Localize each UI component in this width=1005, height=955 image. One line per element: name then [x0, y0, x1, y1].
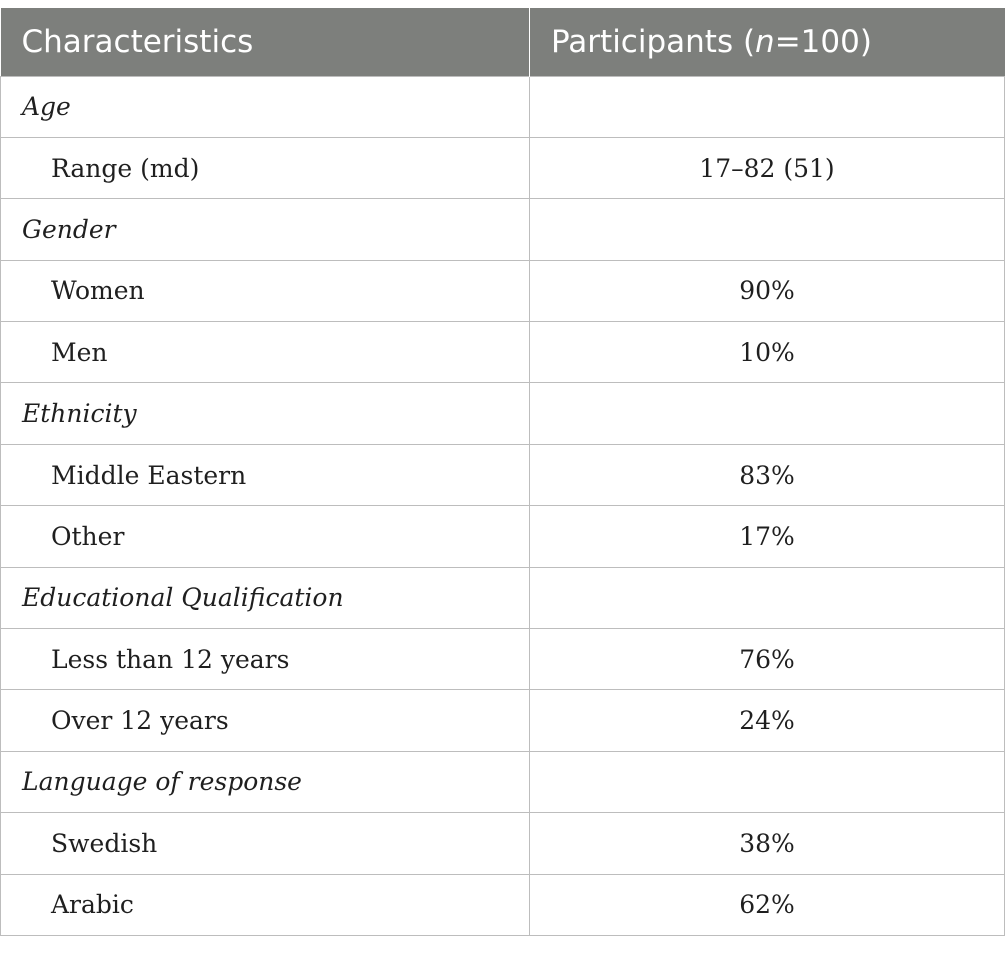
category-row-gender: [1, 199, 1005, 260]
table-row: [1, 629, 1005, 690]
table-row: [1, 444, 1005, 505]
category-label: Language of response: [1, 751, 530, 812]
header-row: [1, 8, 1005, 76]
row-value: 62%: [530, 874, 1005, 935]
header-participants-suffix: =100): [774, 23, 872, 60]
row-value: [530, 199, 1005, 260]
row-label: Over 12 years: [1, 690, 530, 751]
table-row: [1, 137, 1005, 198]
row-label: Range (md): [1, 137, 530, 198]
header-participants-prefix: Participants (: [551, 23, 756, 60]
row-value: 17%: [530, 506, 1005, 567]
row-value: [530, 383, 1005, 444]
row-value: 17–82 (51): [530, 137, 1005, 198]
row-value: [530, 76, 1005, 137]
row-value: 90%: [530, 260, 1005, 321]
row-label: Middle Eastern: [1, 444, 530, 505]
category-row-ethnicity: [1, 383, 1005, 444]
table-row: [1, 874, 1005, 935]
row-value: 83%: [530, 444, 1005, 505]
table-row: [1, 813, 1005, 874]
row-label: Arabic: [1, 874, 530, 935]
row-value: 24%: [530, 690, 1005, 751]
category-row-education: [1, 567, 1005, 628]
table-row: [1, 690, 1005, 751]
row-label: Women: [1, 260, 530, 321]
category-row-age: [1, 76, 1005, 137]
row-label: Less than 12 years: [1, 629, 530, 690]
category-row-language: [1, 751, 1005, 812]
table-row: [1, 260, 1005, 321]
row-label: Other: [1, 506, 530, 567]
row-value: [530, 567, 1005, 628]
table-row: [1, 506, 1005, 567]
row-value: 38%: [530, 813, 1005, 874]
participants-table: [0, 8, 1005, 936]
category-label: Educational Qualification: [1, 567, 530, 628]
table-row: [1, 322, 1005, 383]
header-participants-n: n: [755, 23, 775, 60]
header-characteristics: Characteristics: [1, 8, 530, 76]
header-participants: [530, 8, 1005, 76]
row-label: Swedish: [1, 813, 530, 874]
row-value: [530, 751, 1005, 812]
row-value: 76%: [530, 629, 1005, 690]
category-label: Gender: [1, 199, 530, 260]
category-label: Age: [1, 76, 530, 137]
category-label: Ethnicity: [1, 383, 530, 444]
row-label: Men: [1, 322, 530, 383]
row-value: 10%: [530, 322, 1005, 383]
